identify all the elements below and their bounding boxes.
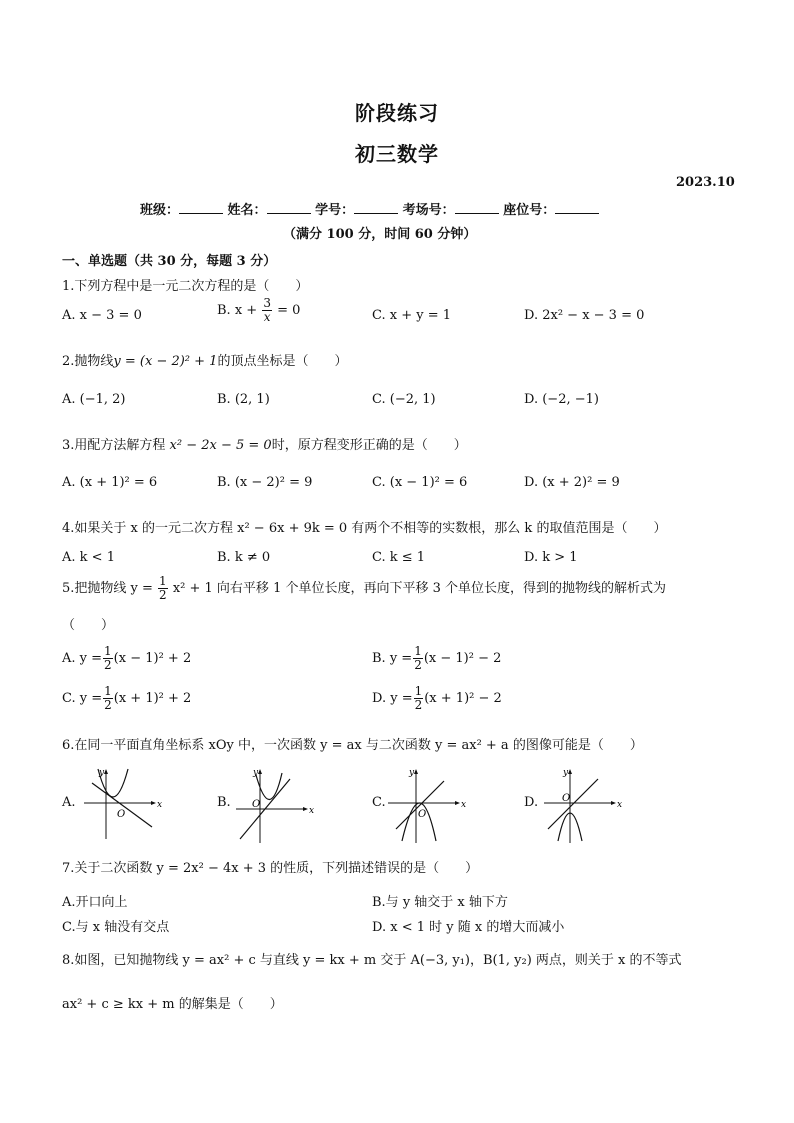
student-id-blank[interactable] <box>354 201 398 214</box>
fraction: $\frac{1}{2}$ <box>104 684 112 712</box>
exam-date: 2023.10 <box>676 175 735 190</box>
q1-option-a[interactable]: A. x − 3 = 0 <box>62 308 142 323</box>
q6-graph-c <box>384 765 466 845</box>
q1-stem: 1.下列方程中是一元二次方程的是（ ） <box>62 279 309 294</box>
q8-stem: 8.如图，已知抛物线 y = ax² + c 与直线 y = kx + m 交于 A(−3, y₁)，B(1, y₂) 两点，则关于 x 的不等式 <box>62 953 682 968</box>
q3-option-d[interactable]: D. (x + 2)² = 9 <box>524 475 620 490</box>
name-blank[interactable] <box>267 201 311 214</box>
q5-stem: 5.把抛物线 y = $\frac{1}{2}$ x² + 1 向右平移 1 个单位长度，再向下平移 3 个单位长度，得到的抛物线的解析式为 <box>62 574 667 602</box>
q6-option-c[interactable]: C. <box>372 795 386 810</box>
class-label: 班级： <box>140 203 180 218</box>
student-id-label: 学号： <box>315 203 355 218</box>
exam-note: （满分 100 分，时间 60 分钟） <box>283 227 477 242</box>
q4-option-b[interactable]: B. k ≠ 0 <box>217 550 271 565</box>
name-label: 姓名： <box>227 203 267 218</box>
q2-option-a[interactable]: A. (−1, 2) <box>62 392 126 407</box>
q1-option-d[interactable]: D. 2x² − x − 3 = 0 <box>524 308 645 323</box>
q5-option-a[interactable]: A. y = $\frac{1}{2}$ (x − 1)² + 2 <box>62 644 192 672</box>
q6-option-d[interactable]: D. <box>524 795 539 810</box>
exam-room-label: 考场号： <box>402 203 455 218</box>
q6-graph-d <box>540 765 622 845</box>
svg-text:x: x <box>157 800 162 810</box>
q4-option-d[interactable]: D. k > 1 <box>524 550 578 565</box>
fraction: $\frac{1}{2}$ <box>104 644 112 672</box>
q2-stem: 2.抛物线y = (x − 2)² + 1的顶点坐标是（ ） <box>62 354 348 369</box>
fraction: $\frac{1}{2}$ <box>414 684 423 712</box>
fraction: $\frac{3}{x}$ <box>263 296 271 324</box>
q5-option-b[interactable]: B. y = $\frac{1}{2}$ (x − 1)² − 2 <box>372 644 502 672</box>
q4-option-a[interactable]: A. k < 1 <box>62 550 115 565</box>
q3-option-c[interactable]: C. (x − 1)² = 6 <box>372 475 468 490</box>
svg-text:O: O <box>117 809 126 820</box>
svg-text:O: O <box>418 809 427 820</box>
q6-graph-a <box>80 765 162 841</box>
q7-stem: 7.关于二次函数 y = 2x² − 4x + 3 的性质，下列描述错误的是（ ） <box>62 861 479 876</box>
q6-option-b[interactable]: B. <box>217 795 231 810</box>
q7-option-d[interactable]: D. x < 1 时 y 随 x 的增大而减小 <box>372 920 565 935</box>
q3-stem: 3.用配方法解方程 x² − 2x − 5 = 0时，原方程变形正确的是（ ） <box>62 438 467 453</box>
q7-option-c[interactable]: C.与 x 轴没有交点 <box>62 920 170 935</box>
svg-text:x: x <box>461 800 466 810</box>
seat-label: 座位号： <box>503 203 556 218</box>
svg-text:x: x <box>309 806 314 816</box>
q2-option-c[interactable]: C. (−2, 1) <box>372 392 436 407</box>
fraction: $\frac{1}{2}$ <box>414 644 422 672</box>
fraction: $\frac{1}{2}$ <box>159 574 167 602</box>
seat-blank[interactable] <box>555 201 599 214</box>
svg-text:x: x <box>617 800 622 810</box>
student-info-row <box>140 199 599 218</box>
q7-option-a[interactable]: A.开口向上 <box>62 895 128 910</box>
class-blank[interactable] <box>179 201 223 214</box>
svg-text:y: y <box>99 768 105 778</box>
q8-stem-line2: ax² + c ≥ kx + m 的解集是（ ） <box>62 997 283 1012</box>
q5-option-c[interactable]: C. y = $\frac{1}{2}$ (x + 1)² + 2 <box>62 684 192 712</box>
svg-text:O: O <box>252 799 261 810</box>
q3-option-a[interactable]: A. (x + 1)² = 6 <box>62 475 158 490</box>
q3-option-b[interactable]: B. (x − 2)² = 9 <box>217 475 313 490</box>
exam-room-blank[interactable] <box>455 201 499 214</box>
q1-option-b[interactable]: B. x + $\frac{3}{x}$ = 0 <box>217 296 301 324</box>
q6-graph-b <box>232 765 314 845</box>
q1-option-c[interactable]: C. x + y = 1 <box>372 308 452 323</box>
q6-option-a[interactable]: A. <box>62 795 76 810</box>
q5-option-d[interactable]: D. y = $\frac{1}{2}$ (x + 1)² − 2 <box>372 684 502 712</box>
page-title: 阶段练习 <box>355 101 439 125</box>
svg-text:y: y <box>253 768 259 778</box>
q7-option-b[interactable]: B.与 y 轴交于 x 轴下方 <box>372 895 508 910</box>
q4-option-c[interactable]: C. k ≤ 1 <box>372 550 426 565</box>
q6-stem: 6.在同一平面直角坐标系 xOy 中，一次函数 y = ax 与二次函数 y = ax² + a 的图像可能是（ ） <box>62 738 643 753</box>
svg-text:y: y <box>563 768 569 778</box>
q5-stem-line2: （ ） <box>62 618 115 633</box>
section-heading: 一、单选题（共 30 分，每题 3 分） <box>62 254 277 269</box>
q2-option-b[interactable]: B. (2, 1) <box>217 392 270 407</box>
q4-stem: 4.如果关于 x 的一元二次方程 x² − 6x + 9k = 0 有两个不相等的实数根，那么 k 的取值范围是（ ） <box>62 521 667 536</box>
svg-text:y: y <box>409 768 415 778</box>
page-subtitle: 初三数学 <box>355 142 439 166</box>
svg-text:O: O <box>562 793 571 804</box>
q2-option-d[interactable]: D. (−2, −1) <box>524 392 599 407</box>
